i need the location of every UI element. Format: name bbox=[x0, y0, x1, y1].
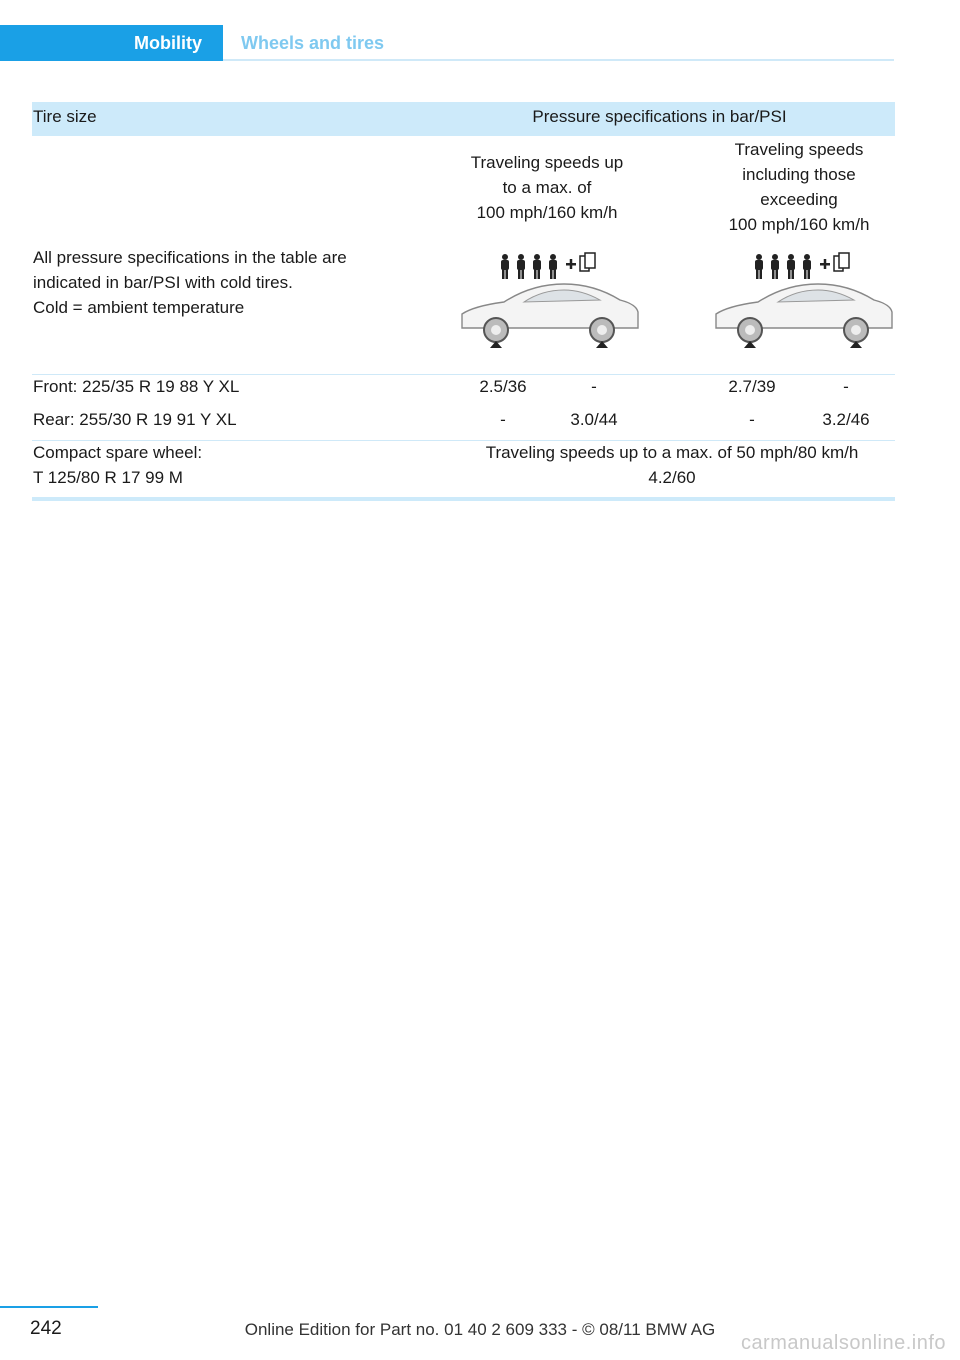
note-line: All pressure specifications in the table are bbox=[33, 248, 347, 267]
section-title: Wheels and tires bbox=[241, 33, 385, 53]
pressure-value: - bbox=[500, 410, 506, 429]
spare-pressure bbox=[442, 440, 902, 490]
pressure-value: - bbox=[843, 377, 849, 396]
person-icon bbox=[501, 254, 509, 279]
speed-exceeding-line: exceeding bbox=[760, 190, 838, 209]
header-accent-bar bbox=[0, 25, 113, 61]
tire-size-rear: Rear: 255/30 R 19 91 Y XL bbox=[33, 410, 237, 429]
car-load-icon bbox=[708, 250, 898, 350]
table-row bbox=[32, 406, 895, 436]
plus-icon bbox=[820, 259, 830, 269]
col-pressure: Pressure specifications in bar/PSI bbox=[532, 107, 787, 126]
person-icon bbox=[771, 254, 779, 279]
pressure-value: - bbox=[749, 410, 755, 429]
luggage-icon bbox=[580, 253, 595, 271]
spare-value: 4.2/60 bbox=[648, 468, 696, 487]
speed-exceeding-line: 100 mph/160 km/h bbox=[728, 215, 870, 234]
pressure-value: - bbox=[591, 377, 597, 396]
speed-exceeding-heading bbox=[704, 137, 894, 237]
luggage-icon bbox=[834, 253, 849, 271]
pressure-value: 3.0/44 bbox=[570, 410, 618, 429]
speed-up-to-heading bbox=[452, 150, 642, 225]
watermark: carmanualsonline.info bbox=[740, 1332, 946, 1354]
edition-footer: Online Edition for Part no. 01 40 2 609 333 - © 08/11 BMW AG bbox=[244, 1320, 716, 1339]
pressure-value: 2.5/36 bbox=[479, 377, 527, 396]
page-number-rule bbox=[0, 1306, 98, 1308]
spare-label bbox=[33, 440, 202, 490]
plus-icon bbox=[566, 259, 576, 269]
pressure-value: 2.7/39 bbox=[728, 377, 776, 396]
person-icon bbox=[755, 254, 763, 279]
car-load-icon bbox=[454, 250, 644, 350]
person-icon bbox=[533, 254, 541, 279]
header-rule bbox=[223, 59, 894, 61]
speed-up-to-line: Traveling speeds up bbox=[470, 153, 624, 172]
table-row bbox=[32, 373, 895, 403]
person-icon bbox=[517, 254, 525, 279]
pressure-value: 3.2/46 bbox=[822, 410, 870, 429]
page-number: 242 bbox=[30, 1318, 62, 1339]
note-line: Cold = ambient temperature bbox=[33, 298, 245, 317]
person-icon bbox=[787, 254, 795, 279]
chapter-tab: Mobility bbox=[113, 25, 223, 61]
person-icon bbox=[803, 254, 811, 279]
speed-exceeding-line: including those bbox=[742, 165, 856, 184]
speed-up-to-line: 100 mph/160 km/h bbox=[476, 203, 618, 222]
table-header bbox=[32, 102, 895, 136]
spare-speed: Traveling speeds up to a max. of 50 mph/80 km/h bbox=[485, 443, 859, 462]
spare-label-line: Compact spare wheel: bbox=[33, 443, 203, 462]
speed-exceeding-line: Traveling speeds bbox=[734, 140, 864, 159]
tire-size-front: Front: 225/35 R 19 88 Y XL bbox=[33, 377, 240, 396]
table-bottom-rule bbox=[32, 497, 895, 501]
cold-tire-note bbox=[33, 245, 413, 320]
spare-label-line: T 125/80 R 17 99 M bbox=[33, 468, 183, 487]
speed-up-to-line: to a max. of bbox=[502, 178, 592, 197]
note-line: indicated in bar/PSI with cold tires. bbox=[33, 273, 293, 292]
person-icon bbox=[549, 254, 557, 279]
col-tire-size: Tire size bbox=[33, 107, 97, 126]
